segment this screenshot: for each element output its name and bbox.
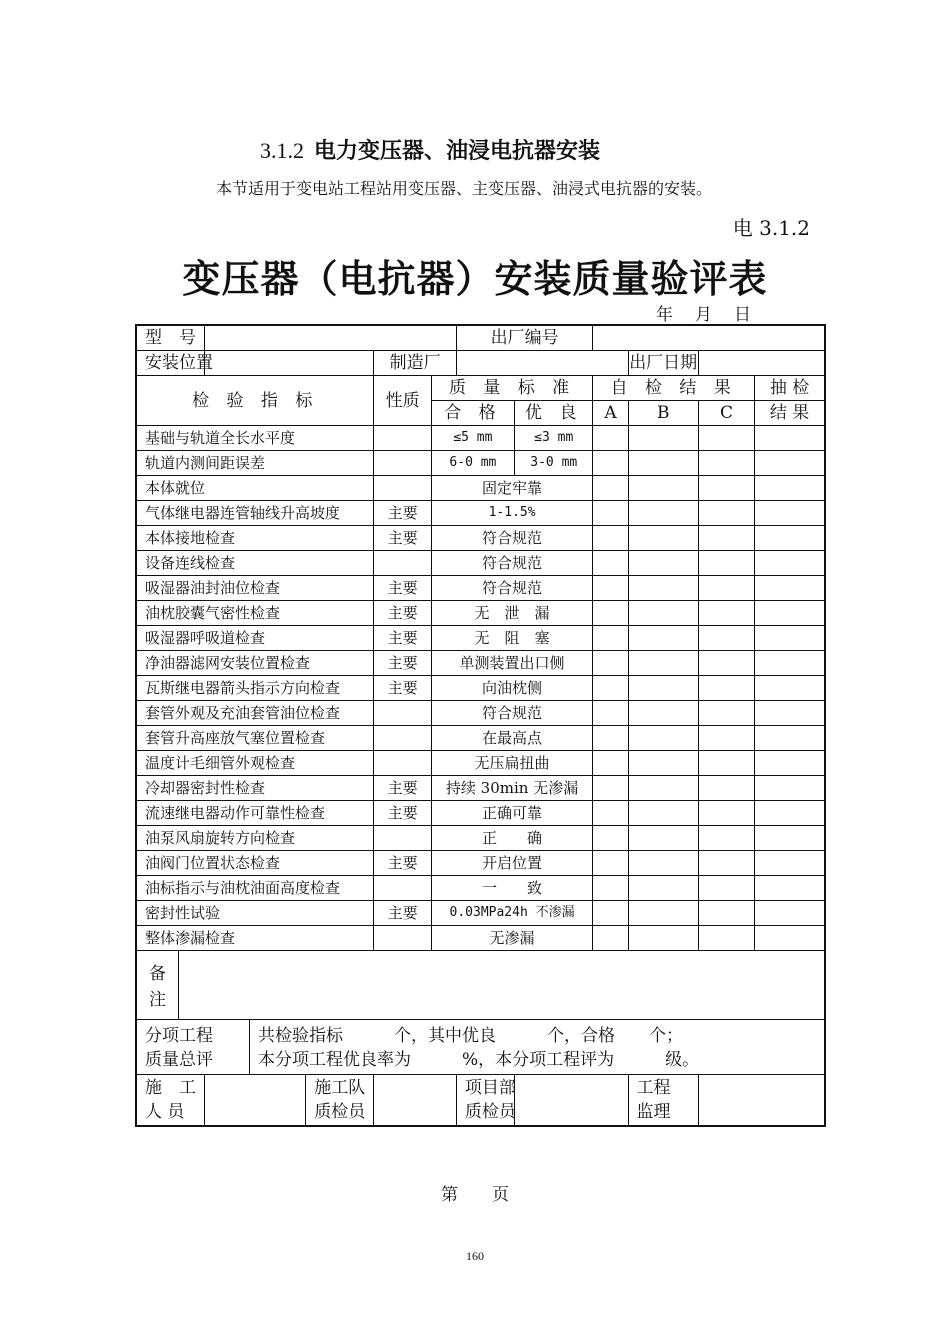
spot-check-cell[interactable]	[755, 926, 825, 951]
self-check-c-cell[interactable]	[698, 926, 754, 951]
spot-check-cell[interactable]	[755, 901, 825, 926]
check-row	[136, 451, 825, 476]
date-year: 年	[656, 305, 673, 325]
check-item-name: 冷却器密封性检查	[136, 776, 374, 801]
self-check-a-header: A	[593, 401, 628, 426]
self-check-a-cell[interactable]	[593, 701, 628, 726]
check-item-nature: 主要	[374, 576, 431, 601]
check-item-nature: 主要	[374, 901, 431, 926]
check-item-standard: 持续 30min 无渗漏	[431, 776, 593, 801]
check-item-nature: 主要	[374, 651, 431, 676]
self-check-a-cell[interactable]	[593, 426, 628, 451]
check-item-standard: 正 确	[431, 826, 593, 851]
team-inspector-line-2: 质检员	[314, 1102, 366, 1122]
self-check-a-cell[interactable]	[593, 776, 628, 801]
check-item-nature	[374, 926, 431, 951]
team-inspector-signature[interactable]	[374, 1075, 456, 1127]
construction-staff-line-1: 施 工	[145, 1078, 196, 1098]
spot-check-cell[interactable]	[755, 801, 825, 826]
install-location-value[interactable]	[204, 351, 374, 376]
check-item-name: 油阀门位置状态检查	[136, 851, 374, 876]
check-item-name: 净油器滤网安装位置检查	[136, 651, 374, 676]
supervisor-signature[interactable]	[698, 1075, 825, 1127]
self-check-a-cell[interactable]	[593, 876, 628, 901]
spot-check-cell[interactable]	[755, 751, 825, 776]
self-check-b-header: B	[628, 401, 698, 426]
self-check-a-cell[interactable]	[593, 726, 628, 751]
check-item-name: 套管升高座放气塞位置检查	[136, 726, 374, 751]
manufacturer-label: 制造厂	[374, 351, 456, 376]
serial-number-label: 出厂编号	[456, 325, 593, 351]
section-title-text: 电力变压器、油浸电抗器安装	[314, 139, 601, 164]
page-number: 160	[466, 1249, 484, 1263]
self-check-b-cell[interactable]	[628, 601, 698, 626]
check-item-nature	[374, 726, 431, 751]
self-check-b-cell[interactable]	[628, 551, 698, 576]
check-item-name: 设备连线检查	[136, 551, 374, 576]
spot-check-cell[interactable]	[755, 701, 825, 726]
self-check-b-cell[interactable]	[628, 451, 698, 476]
self-check-b-cell[interactable]	[628, 901, 698, 926]
self-check-c-cell[interactable]	[698, 801, 754, 826]
model-value[interactable]	[204, 325, 456, 351]
check-item-name: 吸湿器油封油位检查	[136, 576, 374, 601]
check-item-nature: 主要	[374, 601, 431, 626]
spot-check-cell[interactable]	[755, 726, 825, 751]
check-item-name: 整体渗漏检查	[136, 926, 374, 951]
check-item-standard: 无 泄 漏	[431, 601, 593, 626]
self-check-b-cell[interactable]	[628, 801, 698, 826]
check-row	[136, 701, 825, 726]
self-check-c-header: C	[698, 401, 754, 426]
check-row	[136, 651, 825, 676]
summary-text[interactable]	[249, 1020, 825, 1075]
check-row	[136, 476, 825, 501]
install-location-label: 安装位置	[136, 351, 204, 376]
supervisor-line-2: 监理	[636, 1102, 671, 1122]
team-inspector-line-1: 施工队	[314, 1078, 366, 1098]
self-check-a-cell[interactable]	[593, 651, 628, 676]
factory-date-value[interactable]	[698, 351, 825, 376]
excellent-header: 优 良	[515, 401, 593, 426]
page-label: 第 页	[441, 1185, 509, 1205]
serial-number-value[interactable]	[593, 325, 825, 351]
check-item-nature	[374, 426, 431, 451]
check-item-standard: 符合规范	[431, 551, 593, 576]
check-item-name: 轨道内测间距误差	[136, 451, 374, 476]
date-month: 月	[695, 305, 712, 325]
check-item-standard: 正确可靠	[431, 801, 593, 826]
factory-date-label: 出厂日期	[628, 351, 698, 376]
check-item-pass-standard: 6-0 mm	[431, 451, 514, 476]
self-check-c-cell[interactable]	[698, 901, 754, 926]
self-check-b-cell[interactable]	[628, 851, 698, 876]
self-check-c-cell[interactable]	[698, 626, 754, 651]
self-check-c-cell[interactable]	[698, 526, 754, 551]
check-item-name: 本体就位	[136, 476, 374, 501]
section-number: 3.1.2	[260, 138, 304, 163]
self-check-c-cell[interactable]	[698, 726, 754, 751]
check-item-nature: 主要	[374, 851, 431, 876]
check-item-standard: 单测装置出口侧	[431, 651, 593, 676]
self-check-c-cell[interactable]	[698, 551, 754, 576]
self-check-c-cell[interactable]	[698, 851, 754, 876]
team-inspector-label	[306, 1075, 374, 1127]
self-check-b-cell[interactable]	[628, 576, 698, 601]
self-check-c-cell[interactable]	[698, 426, 754, 451]
check-row	[136, 851, 825, 876]
self-check-c-cell[interactable]	[698, 651, 754, 676]
check-item-excellent-standard: 3-0 mm	[515, 451, 593, 476]
spot-check-cell[interactable]	[755, 626, 825, 651]
check-item-name: 油标指示与油枕油面高度检查	[136, 876, 374, 901]
self-check-header: 自 检 结 果	[593, 376, 755, 401]
self-check-b-cell[interactable]	[628, 651, 698, 676]
inspection-form-table	[135, 324, 826, 1127]
nature-header: 性质	[374, 376, 431, 426]
self-check-c-cell[interactable]	[698, 601, 754, 626]
check-item-nature: 主要	[374, 776, 431, 801]
form-title: 变压器（电抗器）安装质量验评表	[182, 257, 768, 301]
self-check-a-cell[interactable]	[593, 751, 628, 776]
check-item-excellent-standard: ≤3 mm	[515, 426, 593, 451]
self-check-c-cell[interactable]	[698, 476, 754, 501]
check-item-name: 气体继电器连管轴线升高坡度	[136, 501, 374, 526]
check-item-standard: 1-1.5%	[431, 501, 593, 526]
check-item-name: 密封性试验	[136, 901, 374, 926]
check-item-nature	[374, 476, 431, 501]
project-inspector-signature[interactable]	[515, 1075, 628, 1127]
remarks-label-line-2: 注	[149, 990, 166, 1010]
check-item-standard: 无 阻 塞	[431, 626, 593, 651]
self-check-b-cell[interactable]	[628, 751, 698, 776]
spot-check-cell[interactable]	[755, 501, 825, 526]
self-check-b-cell[interactable]	[628, 926, 698, 951]
check-row	[136, 551, 825, 576]
self-check-b-cell[interactable]	[628, 501, 698, 526]
check-row	[136, 726, 825, 751]
construction-staff-line-2: 人 员	[145, 1102, 185, 1122]
remarks-label-line-1: 备	[149, 964, 166, 984]
self-check-a-cell[interactable]	[593, 576, 628, 601]
self-check-c-cell[interactable]	[698, 776, 754, 801]
check-item-standard: 固定牢靠	[431, 476, 593, 501]
check-row	[136, 676, 825, 701]
spot-check-cell[interactable]	[755, 826, 825, 851]
check-item-nature	[374, 451, 431, 476]
check-item-standard: 在最高点	[431, 726, 593, 751]
self-check-c-cell[interactable]	[698, 701, 754, 726]
self-check-b-cell[interactable]	[628, 476, 698, 501]
check-item-name: 套管外观及充油套管油位检查	[136, 701, 374, 726]
spot-check-header	[755, 376, 825, 401]
check-row	[136, 426, 825, 451]
supervisor-label	[628, 1075, 698, 1127]
check-item-name: 瓦斯继电器箭头指示方向检查	[136, 676, 374, 701]
section-title	[260, 134, 600, 165]
spot-check-cell[interactable]	[755, 426, 825, 451]
construction-staff-signature[interactable]	[204, 1075, 305, 1127]
check-row	[136, 501, 825, 526]
check-item-name: 基础与轨道全长水平度	[136, 426, 374, 451]
check-row	[136, 576, 825, 601]
check-row	[136, 926, 825, 951]
spot-check-cell[interactable]	[755, 651, 825, 676]
project-inspector-line-1: 项目部	[464, 1078, 516, 1098]
self-check-a-cell[interactable]	[593, 676, 628, 701]
summary-line-1: 共检验指标 个，其中优良 个，合格 个；	[257, 1026, 683, 1046]
section-intro: 本节适用于变电站工程站用变压器、主变压器、油浸式电抗器的安装。	[216, 179, 713, 198]
model-label: 型 号	[136, 325, 204, 351]
remarks-row	[136, 951, 825, 1020]
check-row	[136, 751, 825, 776]
manufacturer-value[interactable]	[456, 351, 628, 376]
remarks-label	[137, 951, 179, 1019]
self-check-b-cell[interactable]	[628, 676, 698, 701]
check-item-name: 油枕胶囊气密性检查	[136, 601, 374, 626]
self-check-c-cell[interactable]	[698, 876, 754, 901]
self-check-c-cell[interactable]	[698, 751, 754, 776]
spot-check-cell[interactable]	[755, 876, 825, 901]
self-check-b-cell[interactable]	[628, 701, 698, 726]
check-item-nature	[374, 551, 431, 576]
spot-check-cell[interactable]	[755, 676, 825, 701]
spot-check-cell[interactable]	[755, 776, 825, 801]
check-item-nature: 主要	[374, 626, 431, 651]
self-check-a-cell[interactable]	[593, 551, 628, 576]
self-check-c-cell[interactable]	[698, 826, 754, 851]
spot-check-cell[interactable]	[755, 526, 825, 551]
spot-check-cell[interactable]	[755, 851, 825, 876]
check-item-name: 油泵风扇旋转方向检查	[136, 826, 374, 851]
self-check-c-cell[interactable]	[698, 676, 754, 701]
check-item-name: 吸湿器呼吸道检查	[136, 626, 374, 651]
check-item-standard: 符合规范	[431, 701, 593, 726]
check-item-standard: 无压扁扭曲	[431, 751, 593, 776]
remarks-input[interactable]	[179, 951, 824, 1019]
self-check-a-cell[interactable]	[593, 901, 628, 926]
quality-standard-header: 质 量 标 准	[431, 376, 593, 401]
check-item-nature	[374, 751, 431, 776]
self-check-c-cell[interactable]	[698, 576, 754, 601]
self-check-b-cell[interactable]	[628, 526, 698, 551]
spot-check-cell[interactable]	[755, 451, 825, 476]
check-item-nature: 主要	[374, 676, 431, 701]
form-code: 电 3.1.2	[732, 216, 810, 240]
check-row	[136, 776, 825, 801]
project-inspector-line-2: 质检员	[464, 1102, 516, 1122]
check-item-standard: 一 致	[431, 876, 593, 901]
self-check-b-cell[interactable]	[628, 876, 698, 901]
self-check-a-cell[interactable]	[593, 826, 628, 851]
construction-staff-label	[136, 1075, 204, 1127]
spot-check-header-line-2: 结 果	[755, 401, 825, 426]
check-item-standard: 0.03MPa24h 不渗漏	[431, 901, 593, 926]
self-check-b-cell[interactable]	[628, 426, 698, 451]
check-item-nature: 主要	[374, 526, 431, 551]
check-item-nature	[374, 701, 431, 726]
self-check-a-cell[interactable]	[593, 926, 628, 951]
date-day: 日	[734, 305, 751, 325]
self-check-a-cell[interactable]	[593, 526, 628, 551]
check-item-standard: 符合规范	[431, 576, 593, 601]
spot-check-cell[interactable]	[755, 576, 825, 601]
self-check-b-cell[interactable]	[628, 626, 698, 651]
project-inspector-label	[456, 1075, 514, 1127]
check-row	[136, 601, 825, 626]
indicator-header: 检 验 指 标	[136, 376, 374, 426]
check-row	[136, 901, 825, 926]
summary-label-line-2: 质量总评	[145, 1050, 213, 1070]
check-item-standard: 符合规范	[431, 526, 593, 551]
check-row	[136, 826, 825, 851]
check-row	[136, 526, 825, 551]
check-item-nature	[374, 876, 431, 901]
check-item-nature: 主要	[374, 801, 431, 826]
check-item-standard: 向油枕侧	[431, 676, 593, 701]
self-check-a-cell[interactable]	[593, 626, 628, 651]
summary-line-2: 本分项工程优良率为 %，本分项工程评为 级。	[257, 1050, 700, 1070]
check-item-pass-standard: ≤5 mm	[431, 426, 514, 451]
check-item-standard: 开启位置	[431, 851, 593, 876]
self-check-a-cell[interactable]	[593, 476, 628, 501]
check-item-nature: 主要	[374, 501, 431, 526]
spot-check-cell[interactable]	[755, 601, 825, 626]
summary-label-line-1: 分项工程	[145, 1026, 213, 1046]
spot-check-header-line-1: 抽 检	[769, 378, 810, 398]
self-check-a-cell[interactable]	[593, 501, 628, 526]
summary-label	[136, 1020, 249, 1075]
self-check-a-cell[interactable]	[593, 801, 628, 826]
self-check-c-cell[interactable]	[698, 501, 754, 526]
pass-header: 合 格	[431, 401, 514, 426]
check-item-name: 本体接地检查	[136, 526, 374, 551]
check-row	[136, 876, 825, 901]
self-check-b-cell[interactable]	[628, 826, 698, 851]
spot-check-cell[interactable]	[755, 476, 825, 501]
self-check-a-cell[interactable]	[593, 451, 628, 476]
self-check-b-cell[interactable]	[628, 726, 698, 751]
check-item-nature	[374, 826, 431, 851]
check-item-name: 流速继电器动作可靠性检查	[136, 801, 374, 826]
self-check-c-cell[interactable]	[698, 451, 754, 476]
check-row	[136, 626, 825, 651]
self-check-b-cell[interactable]	[628, 776, 698, 801]
self-check-a-cell[interactable]	[593, 851, 628, 876]
spot-check-cell[interactable]	[755, 551, 825, 576]
check-item-standard: 无渗漏	[431, 926, 593, 951]
self-check-a-cell[interactable]	[593, 601, 628, 626]
check-item-name: 温度计毛细管外观检查	[136, 751, 374, 776]
date-line	[656, 300, 773, 325]
supervisor-line-1: 工程	[636, 1078, 671, 1098]
check-row	[136, 801, 825, 826]
check-rows	[136, 426, 825, 951]
